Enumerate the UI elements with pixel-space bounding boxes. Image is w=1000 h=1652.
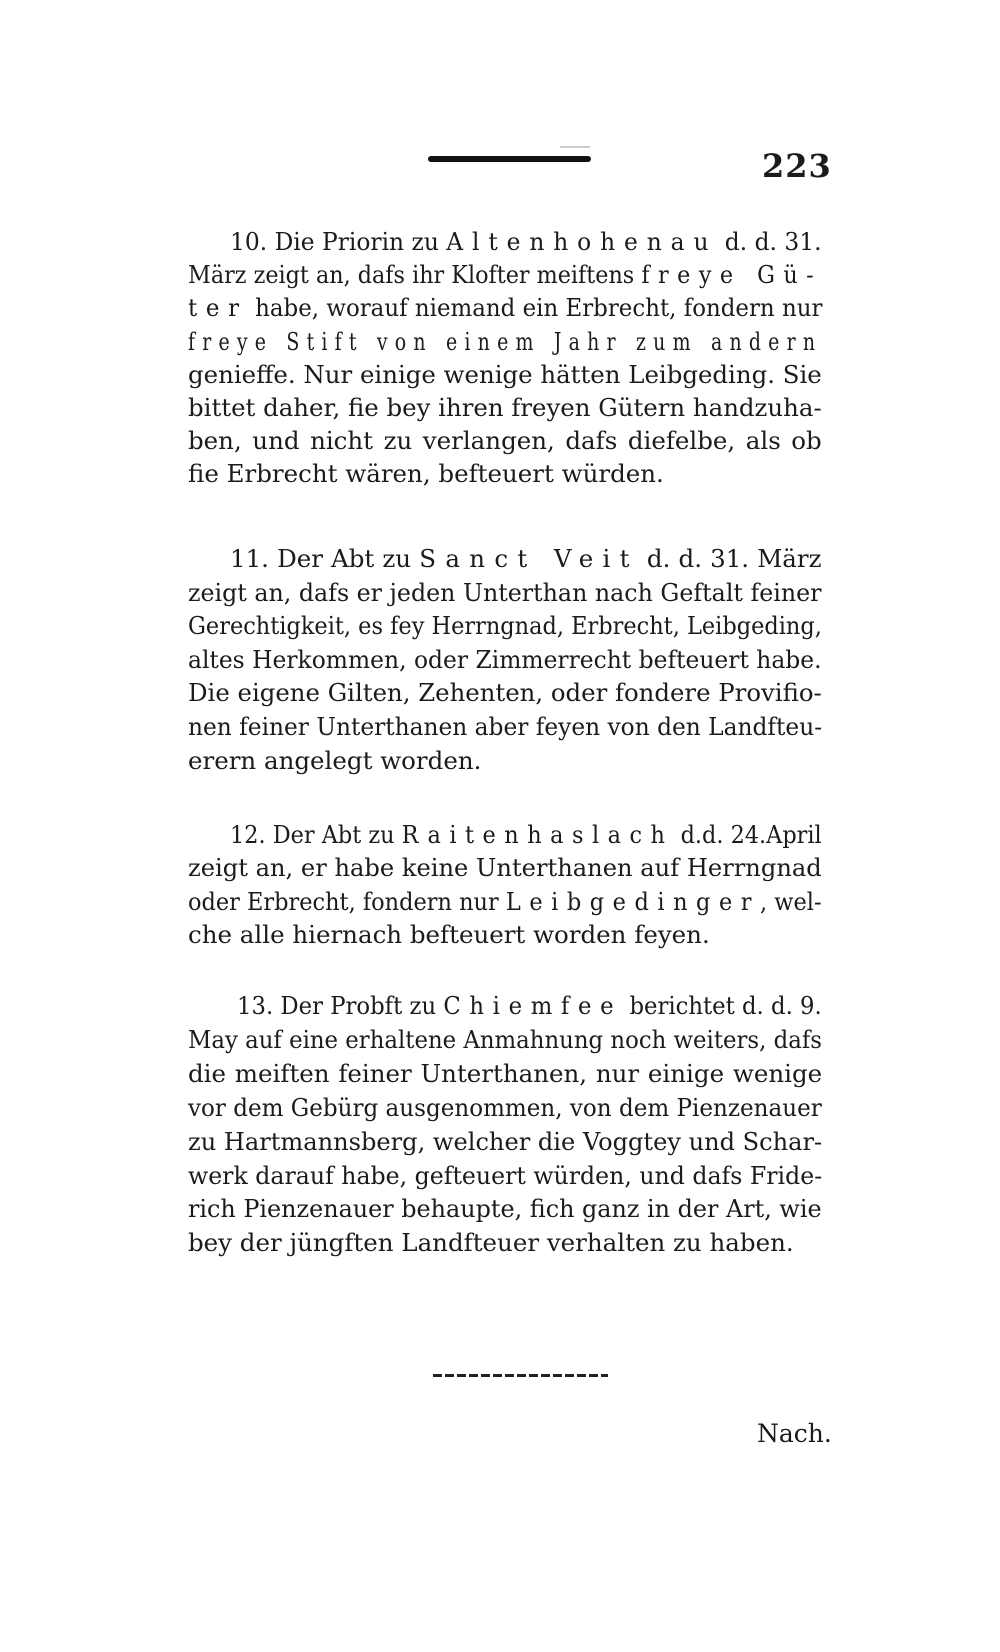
text-line [188, 610, 822, 642]
text-line [188, 1227, 794, 1259]
spaced-name: Sanct Veit [419, 544, 639, 573]
text-line [188, 644, 822, 676]
text-line [188, 745, 481, 777]
text-run: bey der jüngften Landfteuer verhalten zu haben. [188, 1228, 794, 1257]
text-run: 12. Der Abt zu [230, 820, 402, 849]
text-run: altes Herkommen, oder Zimmerrecht befteuert habe. [188, 645, 822, 674]
text-line [188, 1092, 822, 1124]
text-line [188, 1126, 822, 1158]
text-run: ben, und nicht zu verlangen, dafs diefelbe, als ob [188, 426, 822, 455]
text-run: zeigt an, er habe keine Unterthanen auf Herrngnad [188, 853, 822, 882]
text-line [188, 1193, 822, 1225]
text-line [237, 990, 822, 1022]
text-run: fie Erbrecht wären, befteuert würden. [188, 459, 664, 488]
text-run: 13. Der Probft zu [237, 991, 444, 1020]
text-line [188, 577, 822, 609]
bottom-ornamental-rule [433, 1374, 608, 1377]
text-line [188, 392, 822, 424]
text-run: oder Erbrecht, fondern nur [188, 887, 506, 916]
text-line [230, 543, 822, 575]
text-line [188, 1024, 822, 1056]
text-line [188, 326, 822, 358]
spaced-name: ter [188, 293, 248, 322]
text-line [188, 259, 822, 291]
page-number: 223 [762, 147, 832, 185]
text-run: werk darauf habe, gefteuert würden, und dafs Fride- [188, 1161, 823, 1190]
text-run: genieffe. Nur einige wenige hätten Leibgeding. Sie [188, 360, 822, 389]
text-run: 11. Der Abt zu [230, 544, 420, 573]
text-line [188, 359, 822, 391]
catchword: Nach. [757, 1419, 832, 1448]
text-run: nen feiner Unterthanen aber feyen von den Landfteu- [188, 712, 823, 741]
text-run: habe, worauf niemand ein Erbrecht, fondern nur [247, 293, 823, 322]
text-run: d. d. 31. März [638, 544, 822, 573]
text-run: che alle hiernach befteuert worden feyen. [188, 920, 710, 949]
text-run: d. d. 31. [717, 227, 822, 256]
text-line [188, 919, 710, 951]
spaced-name: Raitenhaslach [401, 820, 674, 849]
text-run: Gerechtigkeit, es fey Herrngnad, Erbrecht, Leibgeding, [188, 611, 822, 640]
text-run: Die eigene Gilten, Zehenten, oder fondere Provifio- [188, 678, 822, 707]
text-run: 10. Die Priorin zu [230, 227, 447, 256]
text-line [188, 886, 822, 918]
text-line [230, 819, 822, 851]
spaced-name: Chiemfee [443, 991, 623, 1020]
text-line [188, 292, 822, 324]
top-rule-ornament [560, 146, 590, 148]
text-run: berichtet d. d. 9. [622, 991, 822, 1020]
spaced-name: Leibgedinger [505, 887, 761, 916]
text-line [188, 711, 822, 743]
text-run: , wel- [760, 887, 822, 916]
spaced-name: freye Stift von einem Jahr zum andern [188, 327, 823, 356]
text-run: erern angelegt worden. [188, 746, 482, 775]
text-run: die meiften feiner Unterthanen, nur einige wenige [188, 1059, 823, 1088]
spaced-name: Altenhohenau [446, 227, 718, 256]
spaced-name: freye Gü- [641, 260, 823, 289]
text-run: bittet daher, fie bey ihren freyen Gütern handzuha- [188, 393, 822, 422]
text-line [188, 1058, 822, 1090]
text-run: vor dem Gebürg ausgenommen, von dem Pienzenauer [188, 1093, 822, 1122]
text-line [188, 458, 664, 490]
text-run: rich Pienzenauer behaupte, fich ganz in der Art, wie [188, 1194, 822, 1223]
text-line [230, 226, 822, 258]
text-run: May auf eine erhaltene Anmahnung noch weiters, dafs [188, 1025, 822, 1054]
text-run: zu Hartmannsberg, welcher die Voggtey und Schar- [188, 1127, 823, 1156]
text-line [188, 425, 822, 457]
text-run: zeigt an, dafs er jeden Unterthan nach Geftalt feiner [188, 578, 822, 607]
text-line [188, 677, 822, 709]
text-line [188, 852, 822, 884]
text-run: d.d. 24.April [673, 820, 822, 849]
top-ornamental-rule [428, 156, 591, 162]
text-run: März zeigt an, dafs ihr Klofter meiftens [188, 260, 642, 289]
text-line [188, 1160, 822, 1192]
